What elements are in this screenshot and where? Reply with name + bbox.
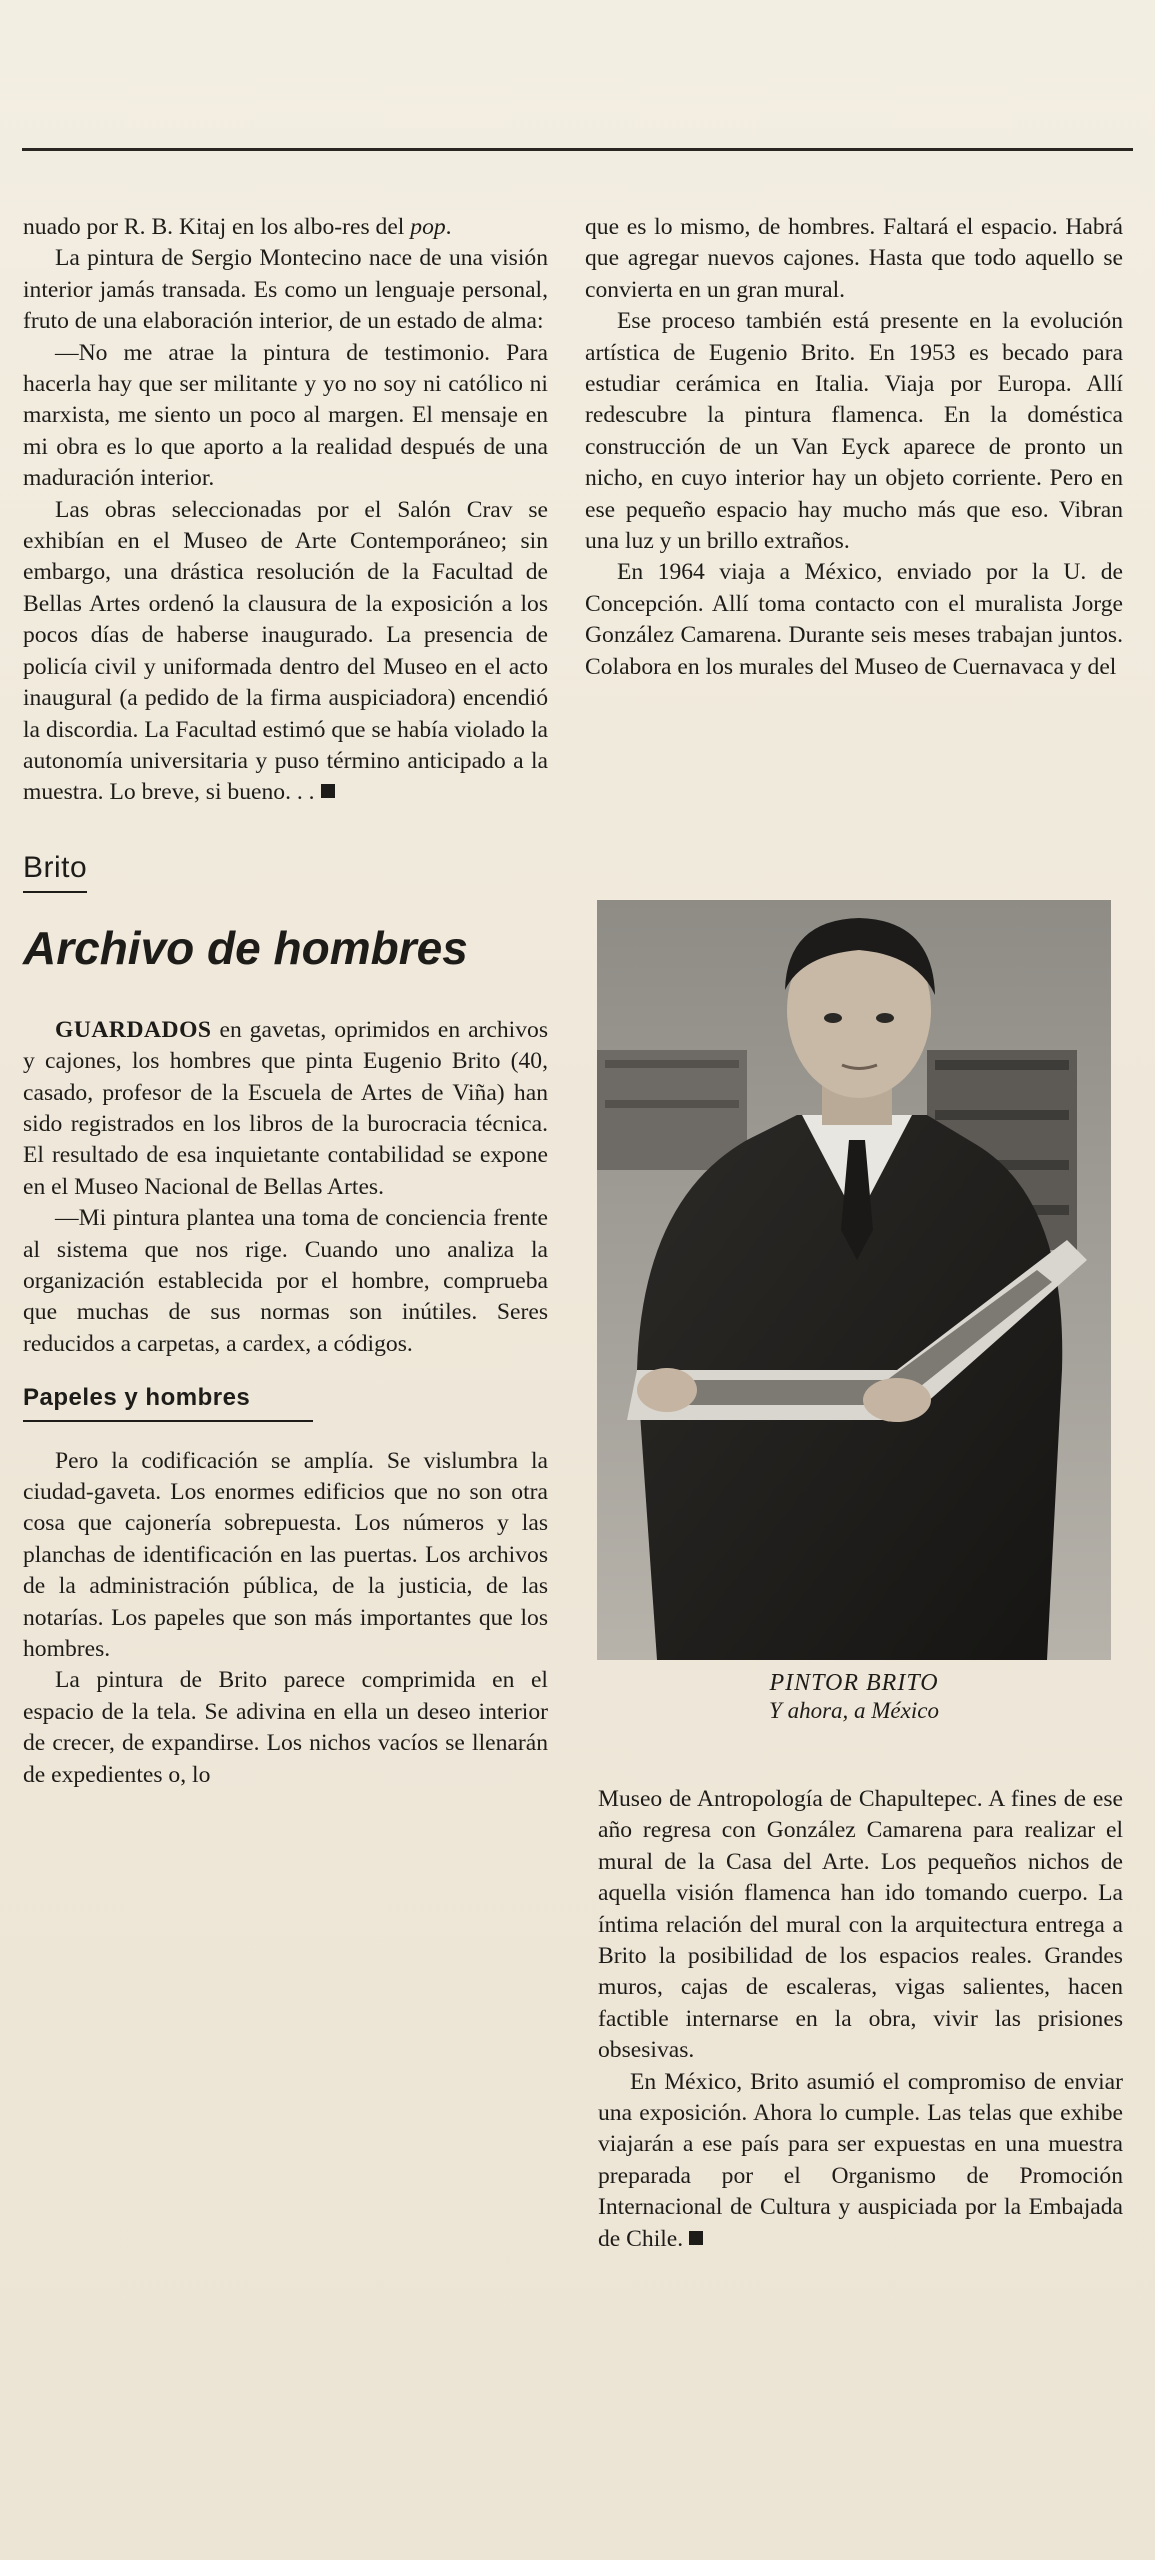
- left-column: [23, 212, 548, 1791]
- end-mark: [321, 784, 335, 798]
- intro-paragraph-1: nuado por R. B. Kitaj en los albo-res del pop.: [23, 214, 452, 240]
- right-column: [585, 212, 1123, 683]
- intro-paragraph-2: La pintura de Sergio Montecino nace de una visión interior jamás transada. Es como un lenguaje personal, fruto de una elaboración interior, de un estado de alma:: [23, 245, 548, 335]
- portrait-photo: [597, 900, 1111, 1660]
- body-paragraph-2: La pintura de Brito parece comprimida en el espacio de la tela. Se adivina en ella un deseo interior de crecer, de expandirse. Los nichos vacíos se llenarán de expedientes o, lo: [23, 1667, 548, 1788]
- caption-title: PINTOR BRITO: [769, 1670, 939, 1696]
- section-label: Brito: [23, 851, 87, 893]
- intro-paragraph-3: —No me atrae la pintura de testimonio. Para hacerla hay que ser militante y yo no soy ni católico ni marxista, me siento un poco al margen. El mensaje en mi obra es lo que aporto a la realidad después de una maduración interior.: [23, 339, 548, 492]
- right-paragraph-1: que es lo mismo, de hombres. Faltará el espacio. Habrá que agregar nuevos cajones. Hasta que todo aquello se convierta en un gran mural.: [585, 214, 1123, 303]
- body-paragraph-1: Pero la codificación se amplía. Se vislumbra la ciudad-gaveta. Los enormes edificios que no son otra cosa que cajonería sobrepuesta. Los números y las planchas de identificación en las puertas. Los archivos de la administración pública, de la justicia, de las notarías. Los papeles que son más importantes que los hombres.: [23, 1447, 548, 1663]
- right-paragraph-2: Ese proceso también está presente en la evolución artística de Eugenio Brito. En 1953 es becado para estudiar cerámica en Italia. Viaja por Europa. Allí redescubre la pintura flamenca. En la doméstica construcción de un Van Eyck aparece de pronto un nicho, en cuyo interior hay un objeto corriente. Pero en ese pequeño espacio hay mucho más que eso. Vibran una luz y un brillo extraños.: [585, 308, 1123, 555]
- right-paragraph-4: Museo de Antropología de Chapultepec. A fines de ese año regresa con González Camarena para realizar el mural de la Casa del Arte. Los pequeños nichos de aquella visión flamenca han ido tomando cuerpo. La íntima relación del mural con la arquitectura entrega a Brito la posibilidad de los espacios reales. Grandes muros, cajas de escaleras, vigas salientes, hacen factible internarse en la obra, vivir las prisiones obsesivas.: [598, 1786, 1123, 2064]
- headline: Archivo de hombres: [23, 921, 468, 974]
- portrait-illustration: [597, 900, 1111, 1660]
- right-paragraph-3: En 1964 viaja a México, enviado por la U. de Concepción. Allí toma contacto con el muralista Jorge González Camarena. Durante seis meses trabajan juntos. Colabora en los murales del Museo de Cuernavaca y del: [585, 559, 1123, 680]
- intro-paragraph-4: Las obras seleccionadas por el Salón Crav se exhibían en el Museo de Arte Contemporáneo; sin embargo, una drástica resolución de la Facultad de Bellas Artes ordenó la clausura de la exposición a los pocos días de haberse inaugurado. La presencia de policía civil y uniformada dentro del Museo en el acto inaugural (a pedido de la firma auspiciadora) encendió la discordia. La Facultad estimó que se había violado la autonomía universitaria y puso término anticipado a la muestra. Lo breve, si bueno. . .: [23, 496, 548, 806]
- lead-paragraph: GUARDADOS en gavetas, oprimidos en archivos y cajones, los hombres que pinta Eugenio Brito (40, casado, profesor de la Escuela de Artes de Viña) han sido registrados en los libros de la burocracia técnica. El resultado de esa inquietante contabilidad se expone en el Museo Nacional de Bellas Artes.: [23, 1016, 548, 1200]
- photo-caption: [597, 1670, 1111, 1724]
- end-mark-2: [689, 2231, 703, 2245]
- right-paragraph-5: En México, Brito asumió el compromiso de enviar una exposición. Ahora lo cumple. Las telas que exhibe viajarán a ese país para ser expuestas en una muestra preparada por el Organismo de Promoción Internacional de Cultura y auspiciada por la Embajada de Chile.: [598, 2068, 1123, 2252]
- caption-subtitle: Y ahora, a México: [769, 1698, 939, 1723]
- subhead: Papeles y hombres: [23, 1382, 313, 1421]
- quote-paragraph: —Mi pintura plantea una toma de conciencia frente al sistema que nos rige. Cuando uno analiza la organización establecida por el hombre, comprueba que muchas de sus normas son inútiles. Seres reducidos a carpetas, a cardex, a códigos.: [23, 1205, 548, 1357]
- right-column-bottom: [598, 1784, 1123, 2255]
- top-rule: [22, 148, 1133, 151]
